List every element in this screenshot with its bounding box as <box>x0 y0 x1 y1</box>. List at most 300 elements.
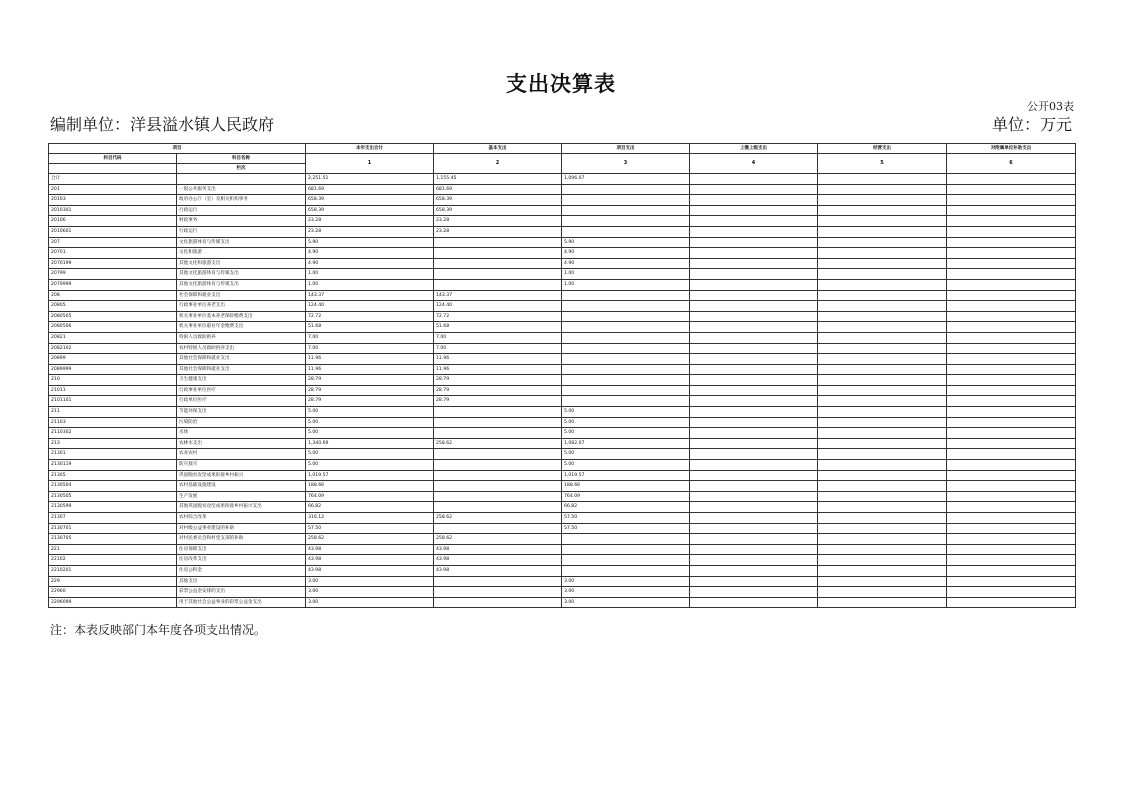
upper-cell <box>690 407 818 418</box>
table-row <box>49 502 1076 513</box>
code-cell: 229 <box>49 576 177 587</box>
name-cell: 农村特困人员救助供养支出 <box>177 343 306 354</box>
upper-cell <box>690 481 818 492</box>
code-cell: 合计 <box>49 174 177 185</box>
name-cell: 其他巩固脱贫攻坚成果衔接乡村振兴支出 <box>177 502 306 513</box>
code-cell: 211 <box>49 407 177 418</box>
total-cell: 11.96 <box>306 354 434 365</box>
subsidy-cell <box>947 385 1076 396</box>
table-row <box>49 332 1076 343</box>
code-cell: 213 <box>49 438 177 449</box>
name-cell: 生产发展 <box>177 491 306 502</box>
project-cell: 5.00 <box>562 407 690 418</box>
table-row <box>49 354 1076 365</box>
basic-cell: 43.98 <box>434 565 562 576</box>
code-cell: 2079999 <box>49 279 177 290</box>
subsidy-cell <box>947 587 1076 598</box>
project-cell: 57.50 <box>562 523 690 534</box>
basic-cell: 28.79 <box>434 375 562 386</box>
upper-cell <box>690 354 818 365</box>
code-cell: 2010601 <box>49 226 177 237</box>
business-cell <box>818 417 947 428</box>
upper-cell <box>690 311 818 322</box>
upper-cell <box>690 226 818 237</box>
upper-cell <box>690 290 818 301</box>
project-cell: 66.82 <box>562 502 690 513</box>
business-cell <box>818 301 947 312</box>
total-cell: 3.00 <box>306 587 434 598</box>
code-cell: 21305 <box>49 470 177 481</box>
table-row <box>49 460 1076 471</box>
basic-cell: 258.62 <box>434 534 562 545</box>
project-cell: 5.00 <box>562 460 690 471</box>
project-cell: 188.66 <box>562 481 690 492</box>
business-cell <box>818 322 947 333</box>
basic-cell <box>434 279 562 290</box>
total-cell: 5.00 <box>306 407 434 418</box>
table-row <box>49 481 1076 492</box>
upper-cell <box>690 184 818 195</box>
upper-cell <box>690 237 818 248</box>
table-row <box>49 555 1076 566</box>
total-cell: 5.00 <box>306 460 434 471</box>
basic-cell: 11.96 <box>434 354 562 365</box>
upper-cell <box>690 449 818 460</box>
table-row <box>49 396 1076 407</box>
project-cell: 57.50 <box>562 513 690 524</box>
total-cell: 28.79 <box>306 375 434 386</box>
project-cell: 5.00 <box>562 449 690 460</box>
code-cell: 20821 <box>49 332 177 343</box>
business-cell <box>818 226 947 237</box>
project-cell <box>562 332 690 343</box>
name-cell: 彩票公益金安排的支出 <box>177 587 306 598</box>
subsidy-cell <box>947 174 1076 185</box>
code-cell: 20799 <box>49 269 177 280</box>
subsidy-cell <box>947 534 1076 545</box>
footnote: 注：本表反映部门本年度各项支出情况。 <box>50 623 267 637</box>
business-cell <box>818 279 947 290</box>
upper-cell <box>690 375 818 386</box>
business-cell <box>818 375 947 386</box>
code-cell: 2130504 <box>49 481 177 492</box>
total-cell: 258.62 <box>306 534 434 545</box>
upper-cell <box>690 216 818 227</box>
business-cell <box>818 205 947 216</box>
basic-cell: 7.00 <box>434 343 562 354</box>
project-cell: 1.00 <box>562 269 690 280</box>
subsidy-cell <box>947 343 1076 354</box>
basic-cell <box>434 428 562 439</box>
code-cell: 2082102 <box>49 343 177 354</box>
business-cell <box>818 428 947 439</box>
project-cell <box>562 184 690 195</box>
code-cell: 2010301 <box>49 205 177 216</box>
name-cell: 其他社会保障和就业支出 <box>177 354 306 365</box>
basic-cell: 72.72 <box>434 311 562 322</box>
upper-cell <box>690 343 818 354</box>
subsidy-cell <box>947 375 1076 386</box>
col-num-3: 3 <box>562 154 690 174</box>
subsidy-cell <box>947 460 1076 471</box>
table-row <box>49 491 1076 502</box>
header-name: 科目名称 <box>177 154 306 164</box>
table-row <box>49 523 1076 534</box>
total-cell: 5.00 <box>306 417 434 428</box>
basic-cell: 51.68 <box>434 322 562 333</box>
basic-cell: 28.79 <box>434 385 562 396</box>
project-cell <box>562 301 690 312</box>
table-row <box>49 470 1076 481</box>
subsidy-cell <box>947 195 1076 206</box>
table-row <box>49 237 1076 248</box>
name-cell: 一般公共服务支出 <box>177 184 306 195</box>
header-upper: 上缴上级支出 <box>690 144 818 154</box>
total-cell: 57.50 <box>306 523 434 534</box>
basic-cell <box>434 460 562 471</box>
upper-cell <box>690 385 818 396</box>
project-cell <box>562 385 690 396</box>
code-cell: 2089999 <box>49 364 177 375</box>
table-row <box>49 216 1076 227</box>
total-cell: 43.98 <box>306 555 434 566</box>
project-cell: 5.00 <box>562 417 690 428</box>
code-cell: 208 <box>49 290 177 301</box>
business-cell <box>818 597 947 608</box>
business-cell <box>818 491 947 502</box>
project-cell <box>562 565 690 576</box>
business-cell <box>818 354 947 365</box>
table-row <box>49 576 1076 587</box>
col-num-5: 5 <box>818 154 947 174</box>
business-cell <box>818 438 947 449</box>
upper-cell <box>690 396 818 407</box>
subsidy-cell <box>947 396 1076 407</box>
project-cell: 5.90 <box>562 237 690 248</box>
basic-cell <box>434 502 562 513</box>
business-cell <box>818 258 947 269</box>
business-cell <box>818 502 947 513</box>
total-cell: 11.96 <box>306 364 434 375</box>
code-cell: 2101101 <box>49 396 177 407</box>
subsidy-cell <box>947 258 1076 269</box>
name-cell: 住房保障支出 <box>177 544 306 555</box>
subsidy-cell <box>947 438 1076 449</box>
upper-cell <box>690 576 818 587</box>
upper-cell <box>690 174 818 185</box>
basic-cell: 23.28 <box>434 226 562 237</box>
project-cell: 764.09 <box>562 491 690 502</box>
table-row <box>49 205 1076 216</box>
upper-cell <box>690 565 818 576</box>
subsidy-cell <box>947 226 1076 237</box>
table-row <box>49 258 1076 269</box>
total-cell: 5.90 <box>306 237 434 248</box>
code-cell: 20106 <box>49 216 177 227</box>
total-cell: 124.40 <box>306 301 434 312</box>
subsidy-cell <box>947 311 1076 322</box>
subsidy-cell <box>947 332 1076 343</box>
name-cell: 其他文化旅游体育与传媒支出 <box>177 279 306 290</box>
basic-cell <box>434 417 562 428</box>
total-cell: 1,340.69 <box>306 438 434 449</box>
project-cell <box>562 226 690 237</box>
header-basic: 基本支出 <box>434 144 562 154</box>
basic-cell: 658.39 <box>434 205 562 216</box>
table-row <box>49 597 1076 608</box>
subsidy-cell <box>947 555 1076 566</box>
business-cell <box>818 523 947 534</box>
basic-cell <box>434 470 562 481</box>
business-cell <box>818 311 947 322</box>
total-cell: 23.28 <box>306 226 434 237</box>
project-cell: 3.00 <box>562 597 690 608</box>
table-row <box>49 438 1076 449</box>
business-cell <box>818 364 947 375</box>
business-cell <box>818 544 947 555</box>
basic-cell: 658.39 <box>434 195 562 206</box>
total-cell: 1.00 <box>306 279 434 290</box>
name-cell: 文化和旅游 <box>177 248 306 259</box>
project-cell <box>562 195 690 206</box>
project-cell <box>562 364 690 375</box>
name-cell: 文化旅游体育与传媒支出 <box>177 237 306 248</box>
upper-cell <box>690 417 818 428</box>
table-row <box>49 544 1076 555</box>
subsidy-cell <box>947 502 1076 513</box>
col-num-1: 1 <box>306 154 434 174</box>
code-cell: 21307 <box>49 513 177 524</box>
subsidy-cell <box>947 597 1076 608</box>
code-cell: 20805 <box>49 301 177 312</box>
business-cell <box>818 460 947 471</box>
upper-cell <box>690 513 818 524</box>
header-row-no: 栏次 <box>177 164 306 174</box>
basic-cell: 258.62 <box>434 438 562 449</box>
project-cell: 4.90 <box>562 248 690 259</box>
upper-cell <box>690 332 818 343</box>
total-cell: 28.79 <box>306 396 434 407</box>
total-cell: 188.66 <box>306 481 434 492</box>
basic-cell <box>434 491 562 502</box>
upper-cell <box>690 364 818 375</box>
total-cell: 4.90 <box>306 248 434 259</box>
name-cell: 农村综合改革 <box>177 513 306 524</box>
name-cell: 农村基础设施建设 <box>177 481 306 492</box>
subsidy-cell <box>947 544 1076 555</box>
name-cell: 机关事业单位职业年金缴费支出 <box>177 322 306 333</box>
total-cell: 23.28 <box>306 216 434 227</box>
subsidy-cell <box>947 576 1076 587</box>
table-row <box>49 513 1076 524</box>
code-cell: 2130505 <box>49 491 177 502</box>
code-cell: 2130701 <box>49 523 177 534</box>
business-cell <box>818 269 947 280</box>
basic-cell: 43.98 <box>434 544 562 555</box>
business-cell <box>818 534 947 545</box>
name-cell: 行政运行 <box>177 226 306 237</box>
code-cell: 22102 <box>49 555 177 566</box>
expenditure-table <box>48 143 1076 608</box>
name-cell: 用于其他社会公益事业的彩票公益金支出 <box>177 597 306 608</box>
code-cell: 21103 <box>49 417 177 428</box>
basic-cell: 258.62 <box>434 513 562 524</box>
table-row <box>49 195 1076 206</box>
project-cell <box>562 311 690 322</box>
upper-cell <box>690 470 818 481</box>
upper-cell <box>690 555 818 566</box>
subsidy-cell <box>947 364 1076 375</box>
upper-cell <box>690 195 818 206</box>
table-row <box>49 226 1076 237</box>
name-cell: 其他社会保障和就业支出 <box>177 364 306 375</box>
basic-cell <box>434 449 562 460</box>
upper-cell <box>690 534 818 545</box>
name-cell: 节能环保支出 <box>177 407 306 418</box>
name-cell: 政府办公厅（室）及相关机构事务 <box>177 195 306 206</box>
business-cell <box>818 481 947 492</box>
header-item: 项目 <box>49 144 306 154</box>
name-cell: 行政事业单位医疗 <box>177 385 306 396</box>
code-cell: 2080506 <box>49 322 177 333</box>
name-cell: 其他文化旅游体育与传媒支出 <box>177 269 306 280</box>
subsidy-cell <box>947 407 1076 418</box>
total-cell: 43.98 <box>306 565 434 576</box>
code-cell: 221 <box>49 544 177 555</box>
project-cell <box>562 322 690 333</box>
total-cell: 7.00 <box>306 343 434 354</box>
name-cell: 巩固脱贫攻坚成果衔接乡村振兴 <box>177 470 306 481</box>
organization-label: 编制单位：洋县溢水镇人民政府 <box>50 115 275 134</box>
business-cell <box>818 195 947 206</box>
name-cell: 机关事业单位基本养老保险缴费支出 <box>177 311 306 322</box>
form-code: 公开03表 <box>1027 100 1074 113</box>
basic-cell: 1,155.45 <box>434 174 562 185</box>
subsidy-cell <box>947 184 1076 195</box>
code-cell: 207 <box>49 237 177 248</box>
basic-cell: 43.98 <box>434 555 562 566</box>
project-cell <box>562 534 690 545</box>
upper-cell <box>690 597 818 608</box>
code-cell: 22960 <box>49 587 177 598</box>
business-cell <box>818 449 947 460</box>
total-cell: 764.09 <box>306 491 434 502</box>
business-cell <box>818 385 947 396</box>
code-cell: 210 <box>49 375 177 386</box>
header-code-spacer <box>49 164 177 174</box>
project-cell: 3.00 <box>562 576 690 587</box>
code-cell: 2130705 <box>49 534 177 545</box>
name-cell <box>177 174 306 185</box>
table-row <box>49 364 1076 375</box>
total-cell: 681.69 <box>306 184 434 195</box>
business-cell <box>818 576 947 587</box>
upper-cell <box>690 258 818 269</box>
code-cell: 2080505 <box>49 311 177 322</box>
business-cell <box>818 407 947 418</box>
upper-cell <box>690 205 818 216</box>
col-num-2: 2 <box>434 154 562 174</box>
table-row <box>49 534 1076 545</box>
name-cell: 特困人员救助供养 <box>177 332 306 343</box>
code-cell: 20899 <box>49 354 177 365</box>
table-row <box>49 248 1076 259</box>
name-cell: 社会保障和就业支出 <box>177 290 306 301</box>
subsidy-cell <box>947 491 1076 502</box>
subsidy-cell <box>947 269 1076 280</box>
basic-cell <box>434 237 562 248</box>
upper-cell <box>690 248 818 259</box>
subsidy-cell <box>947 523 1076 534</box>
name-cell: 对村民委员会和村党支部的补助 <box>177 534 306 545</box>
code-cell: 201 <box>49 184 177 195</box>
name-cell: 行政运行 <box>177 205 306 216</box>
basic-cell: 7.00 <box>434 332 562 343</box>
page-title: 支出决算表 <box>506 71 616 96</box>
upper-cell <box>690 279 818 290</box>
table-row <box>49 449 1076 460</box>
total-cell: 5.00 <box>306 449 434 460</box>
code-cell: 2070199 <box>49 258 177 269</box>
business-cell <box>818 396 947 407</box>
header-total: 本年支出合计 <box>306 144 434 154</box>
business-cell <box>818 248 947 259</box>
name-cell: 行政单位医疗 <box>177 396 306 407</box>
subsidy-cell <box>947 417 1076 428</box>
upper-cell <box>690 587 818 598</box>
name-cell: 水体 <box>177 428 306 439</box>
name-cell: 污染防治 <box>177 417 306 428</box>
total-cell: 3.00 <box>306 576 434 587</box>
project-cell: 4.90 <box>562 258 690 269</box>
project-cell: 1.00 <box>562 279 690 290</box>
subsidy-cell <box>947 205 1076 216</box>
project-cell: 1,019.57 <box>562 470 690 481</box>
basic-cell <box>434 248 562 259</box>
subsidy-cell <box>947 470 1076 481</box>
basic-cell <box>434 258 562 269</box>
name-cell: 其他支出 <box>177 576 306 587</box>
table-row <box>49 279 1076 290</box>
basic-cell: 681.69 <box>434 184 562 195</box>
table-row <box>49 174 1076 185</box>
upper-cell <box>690 438 818 449</box>
subsidy-cell <box>947 237 1076 248</box>
total-cell: 143.37 <box>306 290 434 301</box>
basic-cell <box>434 576 562 587</box>
upper-cell <box>690 502 818 513</box>
name-cell: 农林水支出 <box>177 438 306 449</box>
total-cell: 5.00 <box>306 428 434 439</box>
subsidy-cell <box>947 565 1076 576</box>
project-cell: 1,096.07 <box>562 174 690 185</box>
table-body <box>49 174 1076 608</box>
table-row <box>49 301 1076 312</box>
total-cell: 3.00 <box>306 597 434 608</box>
business-cell <box>818 555 947 566</box>
col-num-6: 6 <box>947 154 1076 174</box>
project-cell <box>562 290 690 301</box>
name-cell: 农业农村 <box>177 449 306 460</box>
business-cell <box>818 332 947 343</box>
basic-cell <box>434 597 562 608</box>
code-cell: 2296099 <box>49 597 177 608</box>
subsidy-cell <box>947 279 1076 290</box>
basic-cell <box>434 587 562 598</box>
code-cell: 20103 <box>49 195 177 206</box>
unit-label: 单位：万元 <box>991 115 1072 134</box>
project-cell <box>562 343 690 354</box>
